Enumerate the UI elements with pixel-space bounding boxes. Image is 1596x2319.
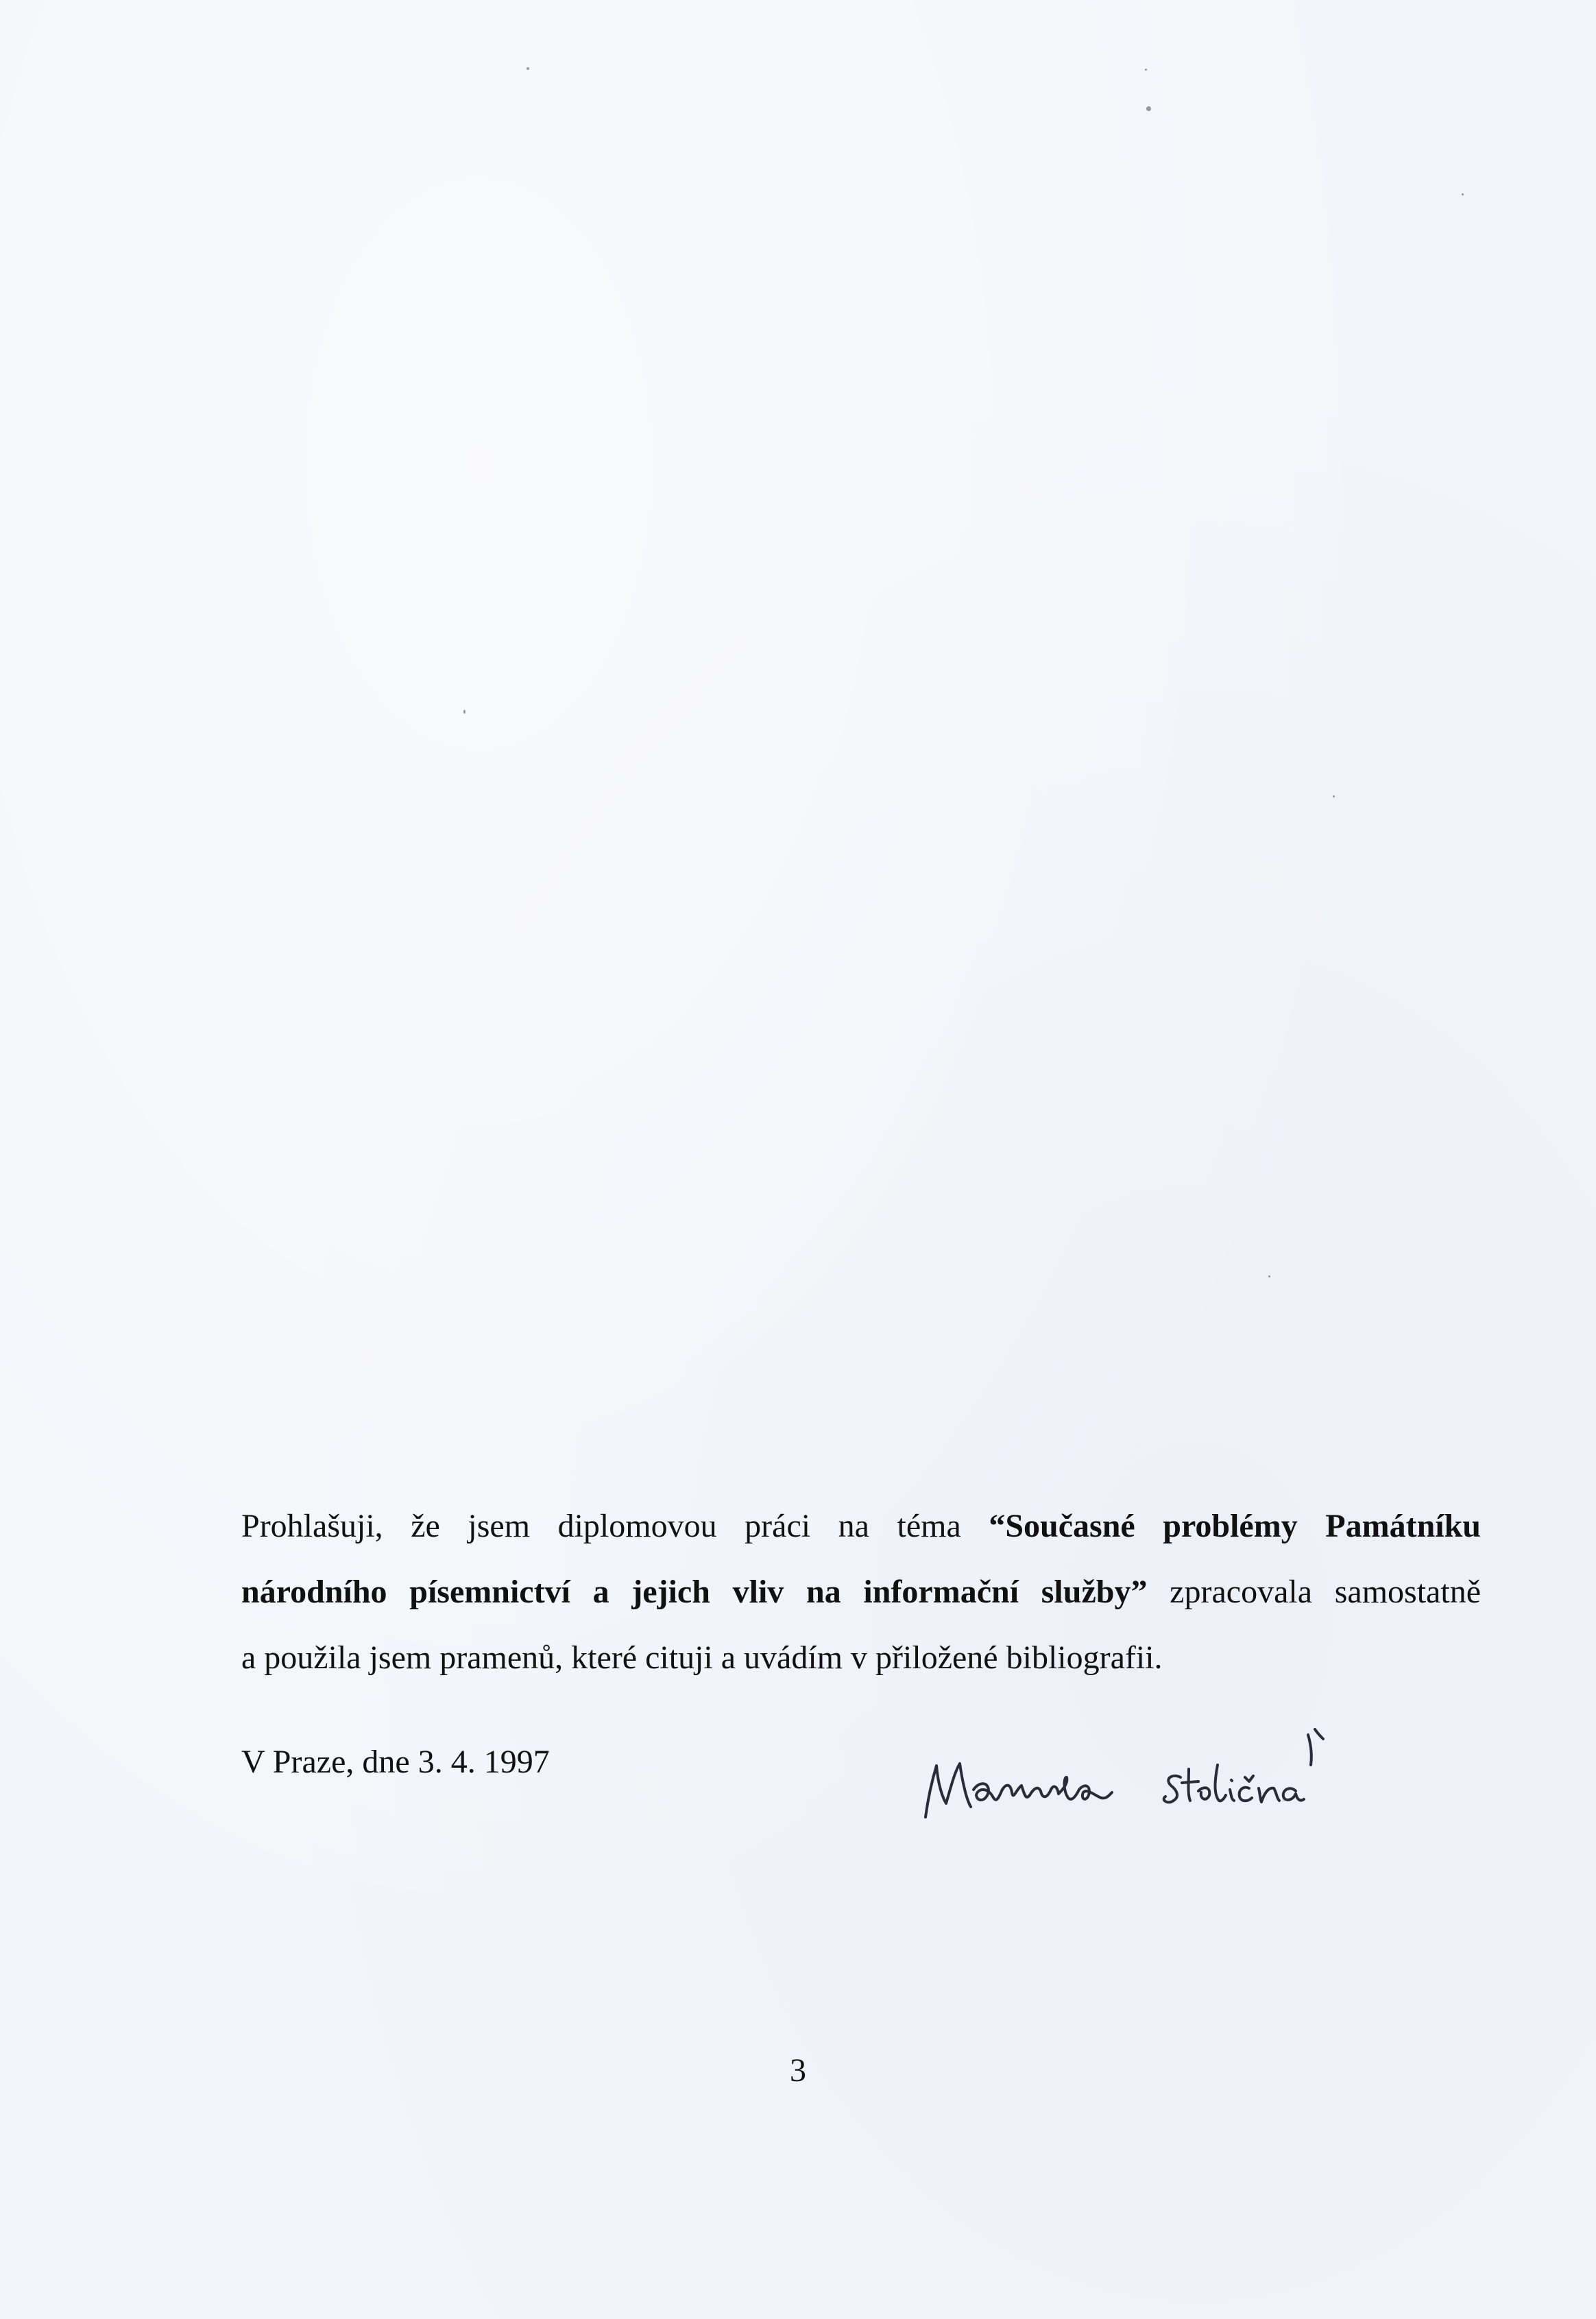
declaration-text: a použila jsem pramenů, které cituji a uvádím v přiložené bibliografii.	[241, 1639, 1163, 1676]
scan-speck	[1462, 193, 1464, 195]
declaration-paragraph	[241, 1493, 1481, 1691]
scan-speck	[1145, 69, 1147, 71]
scan-speck	[1146, 106, 1151, 111]
scan-speck	[527, 67, 529, 70]
declaration-line-2	[241, 1559, 1481, 1625]
thesis-title-part-1: “Současné problémy Památníku	[989, 1508, 1481, 1544]
place-and-date: V Praze, dne 3. 4. 1997	[241, 1744, 550, 1780]
handwritten-signature-icon	[912, 1714, 1392, 1845]
thesis-title-part-2: národního písemnictví a jejich vliv na informační služby”	[241, 1574, 1148, 1610]
declaration-line-1	[241, 1493, 1481, 1559]
declaration-text: Prohlašuji, že jsem diplomovou práci na téma	[241, 1508, 989, 1544]
declaration-text: zpracovala samostatně	[1147, 1574, 1481, 1610]
page-number: 3	[790, 2052, 806, 2089]
declaration-line-3	[241, 1625, 1481, 1691]
scan-speck	[1268, 1275, 1270, 1277]
scan-speck	[463, 710, 466, 714]
scan-speck	[1333, 795, 1335, 797]
